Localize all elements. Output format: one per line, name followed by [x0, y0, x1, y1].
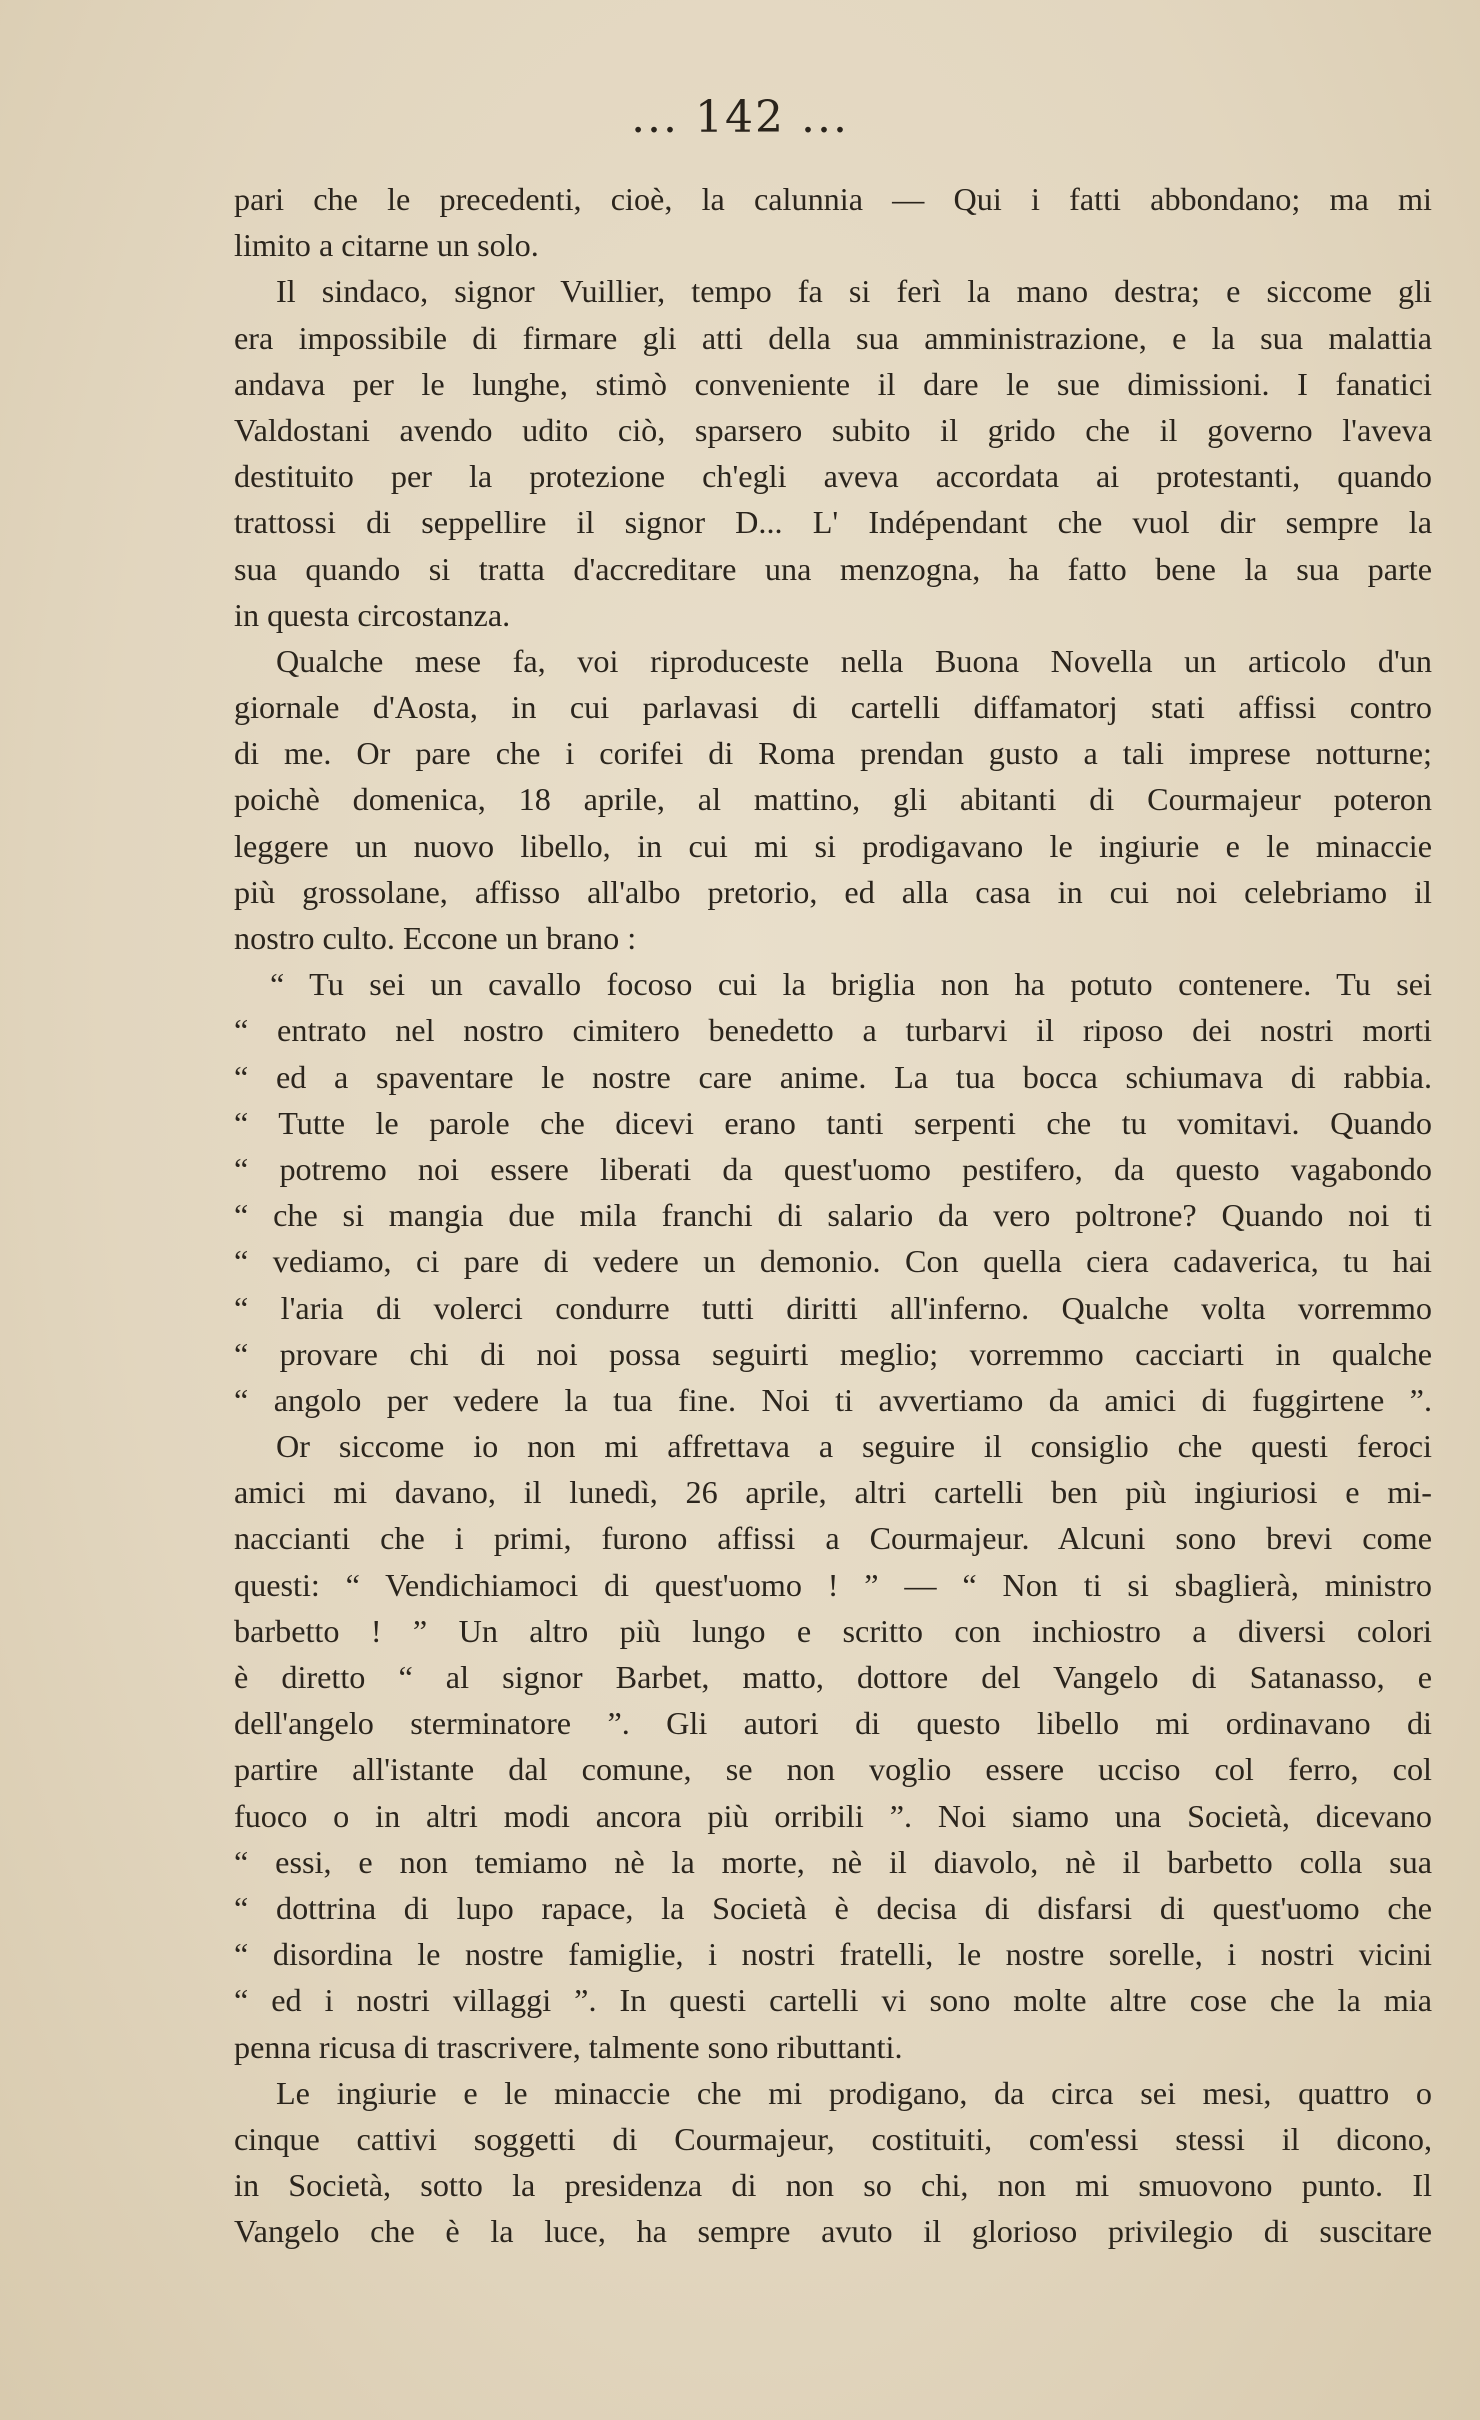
text-line: naccianti che i primi, furono affissi a Courmajeur. Alcuni sono brevi come [234, 1520, 1432, 1557]
text-line: Qualche mese fa, voi riproduceste nella Buona Novella un articolo d'un [276, 642, 1432, 679]
text-line: “ angolo per vedere la tua fine. Noi ti avvertiamo da amici di fuggirtene ”. [234, 1381, 1432, 1418]
text-line: Or siccome io non mi affrettava a seguire il consiglio che questi feroci [276, 1428, 1432, 1465]
text-line: Vangelo che è la luce, ha sempre avuto il glorioso privilegio di suscitare [234, 2213, 1432, 2250]
text-line: è diretto “ al signor Barbet, matto, dottore del Vangelo di Satanasso, e [234, 1659, 1432, 1695]
text-line: questi: “ Vendichiamoci di quest'uomo ! ” — “ Non ti si sbaglierà, ministro [234, 1566, 1432, 1603]
text-line: in questa circostanza. [234, 596, 511, 633]
text-line: più grossolane, affisso all'albo pretorio, ed alla casa in cui noi celebriamo il [234, 873, 1432, 910]
text-line: era impossibile di firmare gli atti della sua amministrazione, e la sua malattia [234, 319, 1432, 356]
text-line: andava per le lunghe, stimò conveniente il dare le sue dimissioni. I fanatici [234, 365, 1432, 402]
text-line: “ ed a spaventare le nostre care anime. La tua bocca schiumava di rabbia. [234, 1058, 1432, 1095]
text-line: “ disordina le nostre famiglie, i nostri fratelli, le nostre sorelle, i nostri vicini [234, 1936, 1432, 1973]
text-line: barbetto ! ” Un altro più lungo e scritto con inchiostro a diversi colori [234, 1612, 1432, 1649]
text-line: amici mi davano, il lunedì, 26 aprile, altri cartelli ben più ingiuriosi e mi- [234, 1474, 1432, 1511]
text-line: pari che le precedenti, cioè, la calunnia — Qui i fatti abbondano; ma mi [234, 181, 1432, 217]
text-line: “ essi, e non temiamo nè la morte, nè il diavolo, nè il barbetto colla sua [234, 1843, 1432, 1880]
text-line: di me. Or pare che i corifei di Roma prendan gusto a tali imprese notturne; [234, 735, 1432, 772]
text-line: penna ricusa di trascrivere, talmente sono ributtanti. [234, 2028, 903, 2065]
text-line: cinque cattivi soggetti di Courmajeur, costituiti, com'essi stessi il dicono, [234, 2120, 1432, 2157]
text-line: Valdostani avendo udito ciò, sparsero subito il grido che il governo l'aveva [234, 411, 1432, 448]
text-line: dell'angelo sterminatore ”. Gli autori di questo libello mi ordinavano di [234, 1705, 1432, 1742]
text-line: “ ed i nostri villaggi ”. In questi cartelli vi sono molte altre cose che la mia [234, 1982, 1432, 2019]
page-number: ... 142 ... [631, 92, 849, 143]
text-line: “ potremo noi essere liberati da quest'uomo pestifero, da questo vagabondo [234, 1150, 1432, 1187]
text-line: destituito per la protezione ch'egli aveva accordata ai protestanti, quando [234, 458, 1432, 495]
text-line: partire all'istante dal comune, se non voglio essere ucciso col ferro, col [234, 1751, 1432, 1788]
text-line: “ dottrina di lupo rapace, la Società è decisa di disfarsi di quest'uomo che [234, 1889, 1432, 1926]
text-line: giornale d'Aosta, in cui parlavasi di cartelli diffamatorj stati affissi contro [234, 689, 1432, 726]
text-line: “ che si mangia due mila franchi di salario da vero poltrone? Quando noi ti [234, 1197, 1432, 1234]
text-line: fuoco o in altri modi ancora più orribili ”. Noi siamo una Società, dicevano [234, 1797, 1432, 1834]
text-line: nostro culto. Eccone un brano : [234, 920, 637, 956]
text-line: trattossi di seppellire il signor D... L' Indépendant che vuol dir sempre la [234, 504, 1432, 541]
text-line: “ Tutte le parole che dicevi erano tanti serpenti che tu vomitavi. Quando [234, 1104, 1432, 1141]
text-line: in Società, sotto la presidenza di non so chi, non mi smuovono punto. Il [234, 2167, 1432, 2204]
text-line: Le ingiurie e le minaccie che mi prodigano, da circa sei mesi, quattro o [276, 2074, 1432, 2111]
text-line: “ provare chi di noi possa seguirti meglio; vorremmo cacciarti in qualche [234, 1335, 1432, 1372]
text-line: Il sindaco, signor Vuillier, tempo fa si ferì la mano destra; e siccome gli [276, 273, 1432, 310]
text-line: “ l'aria di volerci condurre tutti diritti all'inferno. Qualche volta vorremmo [234, 1289, 1432, 1326]
text-line: poichè domenica, 18 aprile, al mattino, gli abitanti di Courmajeur poteron [234, 781, 1432, 818]
text-line: sua quando si tratta d'accreditare una menzogna, ha fatto bene la sua parte [234, 550, 1432, 587]
text-line: “ entrato nel nostro cimitero benedetto a turbarvi il riposo dei nostri morti [234, 1012, 1432, 1049]
text-line: limito a citarne un solo. [234, 227, 539, 264]
text-line: leggere un nuovo libello, in cui mi si prodigavano le ingiurie e le minaccie [234, 827, 1432, 864]
page-body-text [234, 176, 1432, 2254]
text-line: “ vediamo, ci pare di vedere un demonio. Con quella ciera cadaverica, tu hai [234, 1243, 1432, 1280]
text-line: “ Tu sei un cavallo focoso cui la briglia non ha potuto contenere. Tu sei [270, 966, 1432, 1003]
